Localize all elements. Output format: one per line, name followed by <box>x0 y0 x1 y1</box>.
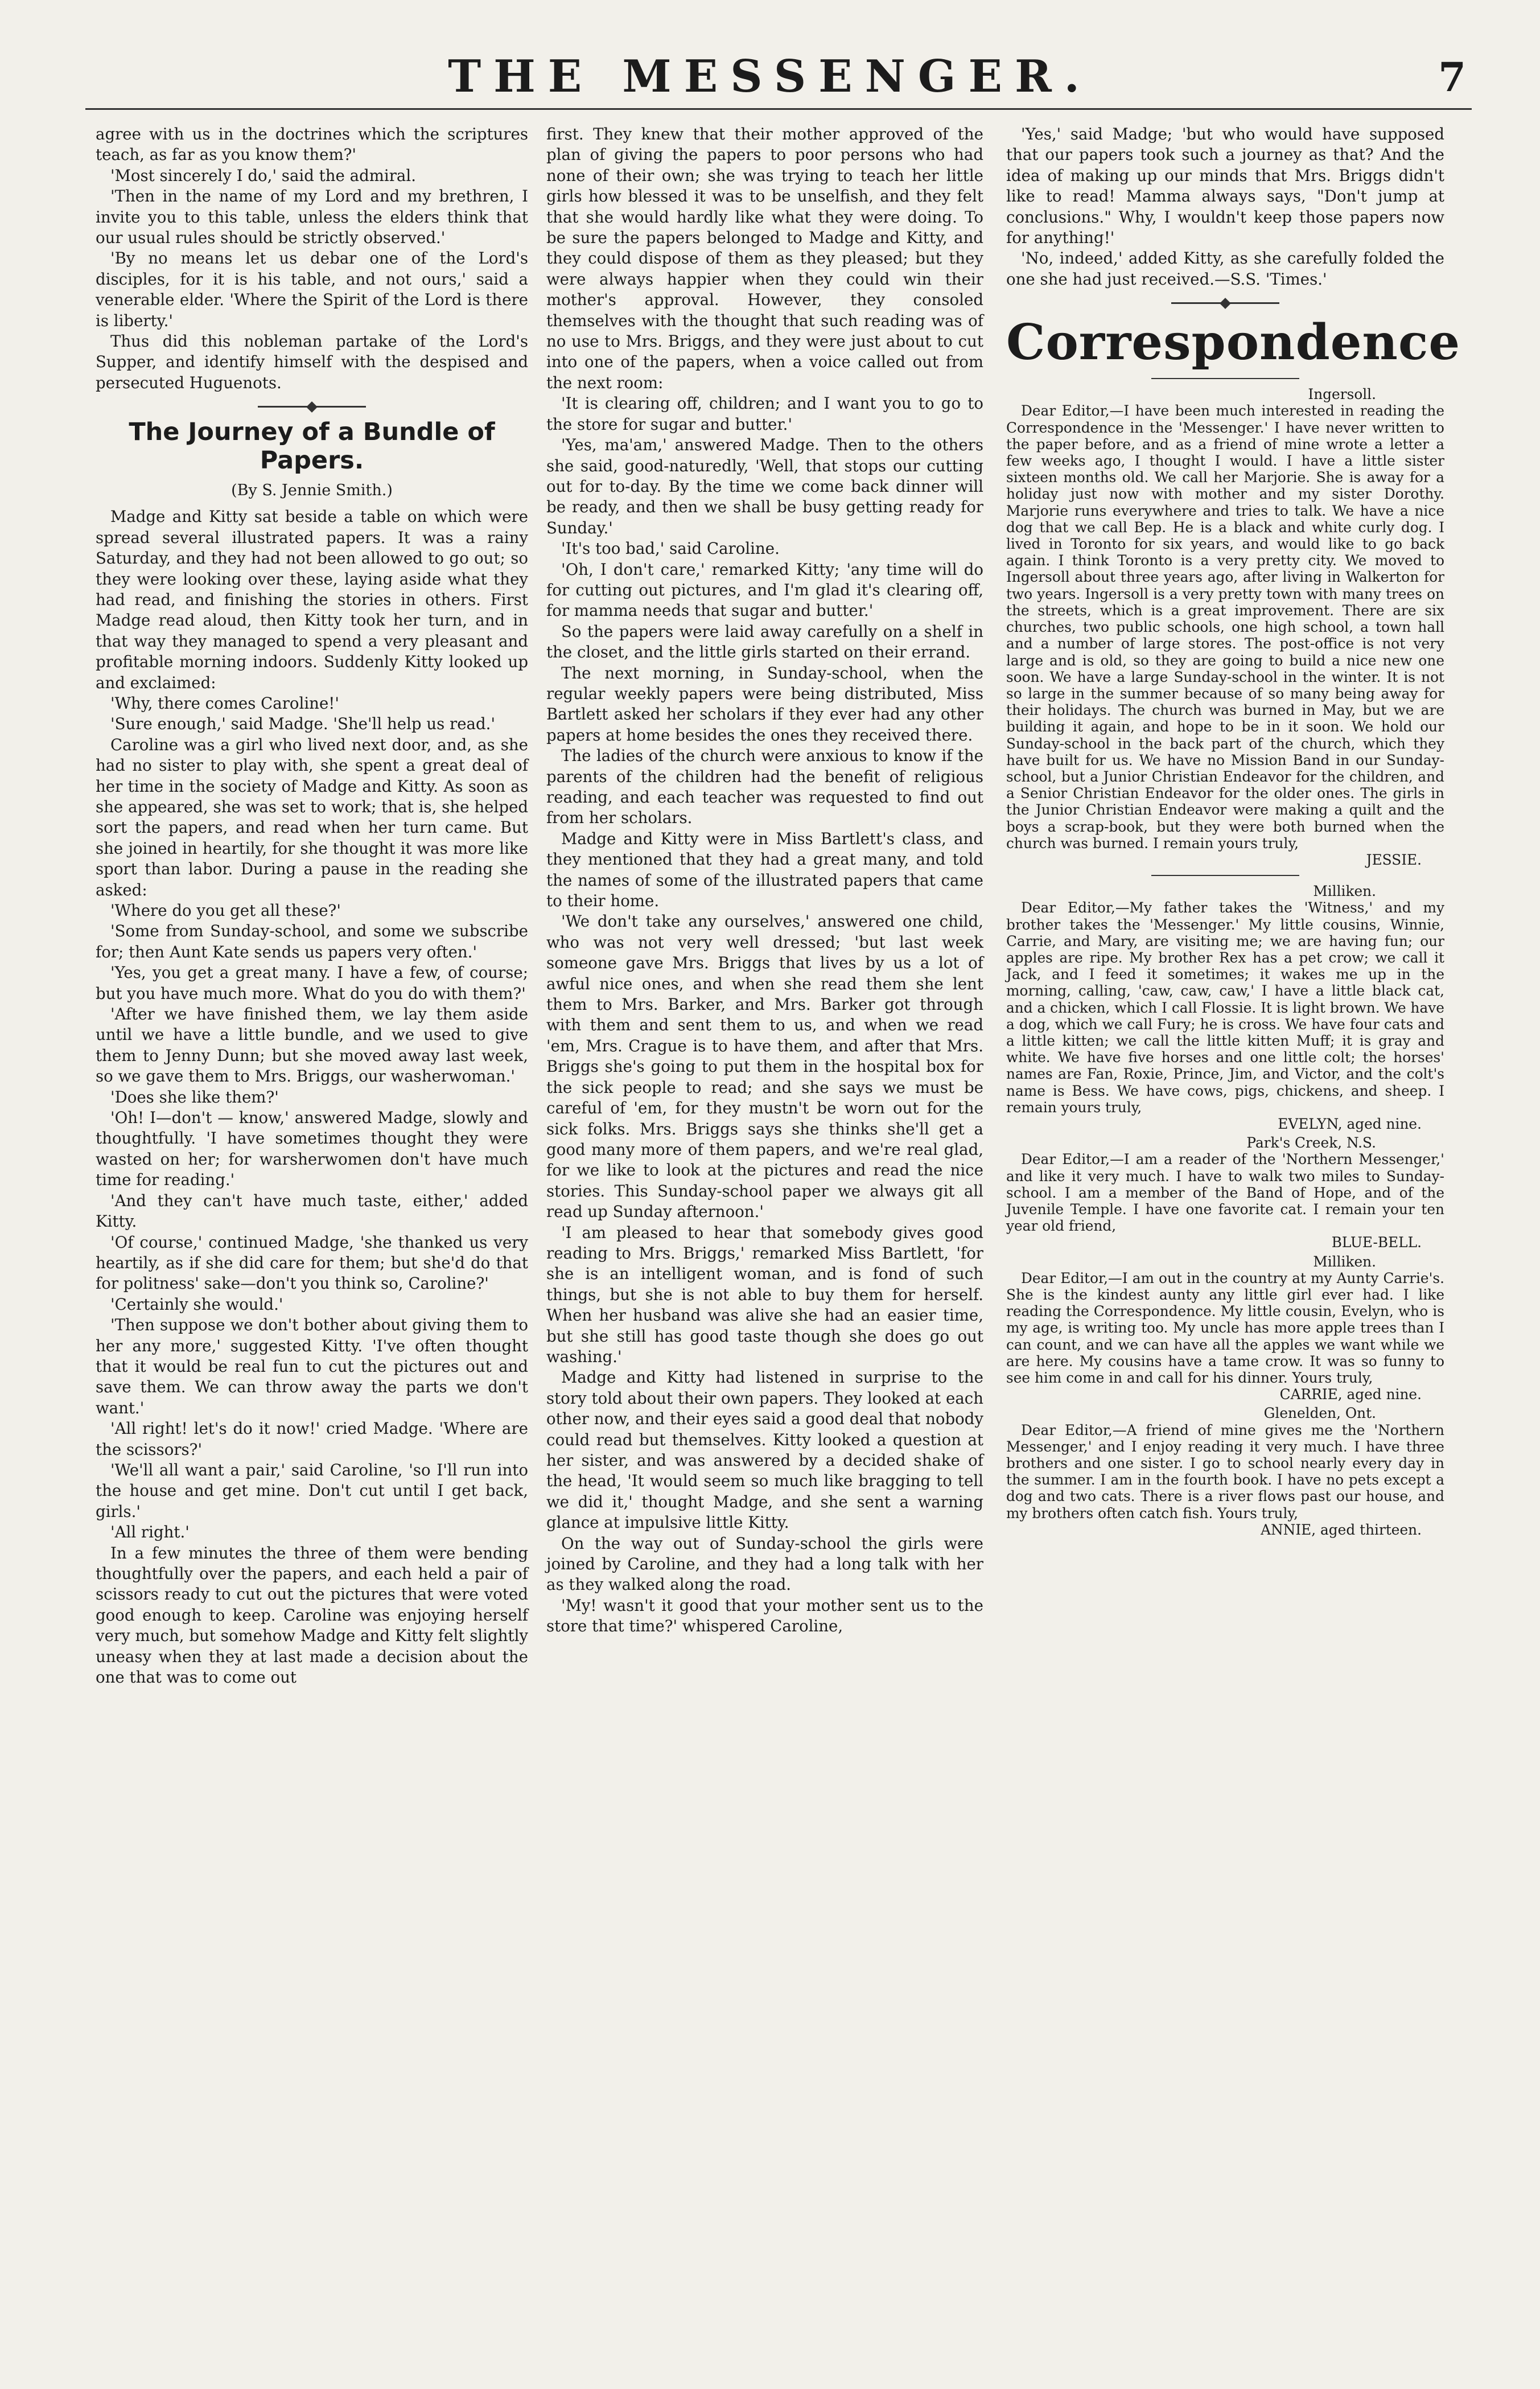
letter-signature: ANNIE, aged thirteen. <box>1261 1521 1422 1538</box>
paragraph: The ladies of the church were anxious to know if the parents of the children had the benefit of religious reading, and each teacher was requested to find out from her scholars. <box>546 746 983 828</box>
letter-divider <box>1151 875 1299 876</box>
story-part-2 <box>546 124 983 1637</box>
masthead: THE MESSENGER. <box>448 51 1092 102</box>
paragraph: 'Certainly she would.' <box>110 1294 283 1314</box>
paragraph: 'Yes, ma'am,' answered Madge. Then to the others she said, good-naturedly, 'Well, that stops our cutting out for to-day. By the time we come back dinner will be ready, and then we shall be busy getting ready for Sunday.' <box>546 435 983 537</box>
story-part-3 <box>1006 124 1444 290</box>
section-divider <box>258 406 366 408</box>
paragraph: agree with us in the doctrines which the scriptures teach, as far as you know them?' <box>96 125 528 165</box>
letters <box>1006 386 1444 1538</box>
paragraph: Caroline was a girl who lived next door, and, as she had no sister to play with, she spent a great deal of her time in the society of Madge and Kitty. As soon as she appeared, she was set to work; that is, she helped sort the papers, and read when her turn came. But she joined in heartily, for she thought it was more like sport than labor. During a pause in the reading she asked: <box>96 735 528 899</box>
paragraph: 'Then in the name of my Lord and my brethren, I invite you to this table, unless the elders think that our usual rules should be strictly observed.' <box>96 187 528 248</box>
paragraph: 'After we have finished them, we lay them aside until we have a little bundle, and we used to give them to Jenny Dunn; but she moved away last week, so we gave them to Mrs. Briggs, our washerwoman.' <box>96 1005 528 1086</box>
paragraph: 'Oh, I don't care,' remarked Kitty; 'any time will do for cutting out pictures, and I'm glad it's clearing off, for mamma needs that sugar and butter.' <box>546 560 983 620</box>
paragraph: 'Some from Sunday-school, and some we subscribe for; then Aunt Kate sends us papers very often.' <box>96 922 528 961</box>
paragraph: In a few minutes the three of them were bending thoughtfully over the papers, and each held a pair of scissors ready to cut out the pictures that were voted good enough to keep. Caroline was enjoying herself very much, but somehow Madge and Kitty felt slightly uneasy when they at last made a decision about the one that was to come out <box>96 1543 528 1687</box>
paragraph: Madge and Kitty sat beside a table on which were spread several illustrated papers. It was a rainy Saturday, and they had not been allowed to go out; so they were looking over these, laying aside what they had read, and finishing the stories in others. First Madge read aloud, then Kitty took her turn, and in that way they managed to spend a very pleasant and profitable morning indoors. Suddenly Kitty looked up and exclaimed: <box>96 507 528 692</box>
letter-place: Milliken. <box>1313 883 1376 900</box>
story-title: The Journey of a Bundle of Papers. <box>129 418 495 475</box>
letter-body: Dear Editor,—A friend of mine gives me the 'Northern Messenger,' and I enjoy reading it very much. I have three brothers and one sister. I go to school nearly every day in the summer. I am in the fourth book. I have no pets except a dog and two cats. There is a river flows past our house, and my brothers often catch fish. Yours truly, <box>1006 1421 1444 1522</box>
page-number: 7 <box>1438 54 1466 101</box>
letter-place: Ingersoll. <box>1308 386 1376 403</box>
column-1 <box>96 124 528 1688</box>
paragraph: 'Yes, you get a great many. I have a few, of course; but you have much more. What do you do with them?' <box>96 963 528 1003</box>
letter-body: Dear Editor,—I am out in the country at my Aunty Carrie's. She is the kindest aunty any little girl ever had. I like reading the Correspondence. My little cousin, Evelyn, who is my age, is writing too. My uncle has more apple trees than I can count, and we can have all the apples we want while we are here. My cousins have a tame crow. It was so funny to see him come in and call for his dinner. Yours truly, <box>1006 1269 1444 1387</box>
letter-signature: BLUE-BELL. <box>1331 1234 1422 1251</box>
letter-place: Park's Creek, N.S. <box>1246 1134 1376 1152</box>
letter-place: Glenelden, Ont. <box>1263 1405 1376 1422</box>
letter <box>1006 1405 1444 1538</box>
paragraph: 'Oh! I—don't — know,' answered Madge, slowly and thoughtfully. 'I have sometimes thought they were wasted on her; for warsherwomen don't have much time for reading.' <box>96 1108 528 1190</box>
paragraph: 'By no means let us debar one of the Lord's disciples, for it is his table, and not ours,' said a venerable elder. 'Where the Spirit of the Lord is there is liberty.' <box>96 249 528 330</box>
heading-rule <box>1151 378 1299 379</box>
letter <box>1006 1134 1444 1251</box>
letter-signature: JESSIE. <box>1366 851 1422 868</box>
paragraph: 'Of course,' continued Madge, 'she thanked us very heartily, as if she did care for them; but she'd do that for politness' sake—don't you think so, Caroline?' <box>96 1232 528 1293</box>
letter <box>1006 1253 1444 1403</box>
paragraph: Thus did this nobleman partake of the Lord's Supper, and identify himself with the despised and persecuted Huguenots. <box>96 332 528 392</box>
paragraph: So the papers were laid away carefully on a shelf in the closet, and the little girls started on their errand. <box>546 622 983 662</box>
column-3 <box>1006 124 1461 1538</box>
paragraph: 'Why, there comes Caroline!' <box>110 693 339 713</box>
paragraph: 'Yes,' said Madge; 'but who would have supposed that our papers took such a journey as that? And the idea of making up our minds that Mrs. Briggs didn't like to read! Mamma always says, "Don't jump at conclusions." Why, I wouldn't keep those papers now for anything!' <box>1006 125 1444 248</box>
paragraph: Madge and Kitty were in Miss Bartlett's class, and they mentioned that they had a great many, and told the names of some of the illustrated papers that came to their home. <box>546 829 983 911</box>
paragraph: 'And they can't have much taste, either,' added Kitty. <box>96 1191 528 1231</box>
paragraph: 'We don't take any ourselves,' answered one child, who was not very well dressed; 'but last week someone gave Mrs. Briggs that lives by us a lot of awful nice ones, and when she read them she lent them to Mrs. Barker, and Mrs. Barker got through with them and sent them to us, and when we read 'em, Mrs. Crague is to have them, and after that Mrs. Briggs she's going to put them in the hospital box for the sick people to read; and she says we must be careful of 'em, for they mustn't be worn out for the sick folks. Mrs. Briggs says she thinks she'll get a good many more of them papers, and we're real glad, for we like to look at the pictures and read the nice stories. This Sunday-school paper we always git all read up Sunday afternoon.' <box>546 912 983 1222</box>
column-2 <box>546 124 983 1637</box>
paragraph: 'Then suppose we don't bother about giving them to her any more,' suggested Kitty. 'I've often thought that it would be real fun to cut the pictures out and save them. We can throw away the parts we don't want.' <box>96 1315 528 1417</box>
paragraph: 'I am pleased to hear that somebody gives good reading to Mrs. Briggs,' remarked Miss Bartlett, 'for she is an intelligent woman, and is fond of such things, but she is not able to buy them for herself. When her husband was alive she had an easier time, but she still has good taste though she does go out washing.' <box>546 1223 983 1366</box>
paragraph: 'Where do you get all these?' <box>110 901 341 920</box>
paragraph: 'My! wasn't it good that your mother sent us to the store that time?' whispered Caroline, <box>546 1596 983 1636</box>
paragraph: 'All right! let's do it now!' cried Madge. 'Where are the scissors?' <box>96 1419 528 1459</box>
paragraph: 'No, indeed,' added Kitty, as she carefully folded the one she had just received.—S.S. 'Times.' <box>1006 249 1444 289</box>
letter-body: Dear Editor,—I am a reader of the 'Northern Messenger,' and like it very much. I have to walk two miles to Sunday-school. I am a member of the Band of Hope, and of the Juvenile Temple. I have one favorite cat. I remain your ten year old friend, <box>1006 1151 1444 1235</box>
paragraph: 'It is clearing off, children; and I want you to go to the store for sugar and butter.' <box>546 394 983 434</box>
paragraph: 'Does she like them?' <box>110 1087 279 1107</box>
paragraph: first. They knew that their mother approved of the plan of giving the papers to poor persons who had none of their own; she was trying to teach her little girls how blessed it was to be unselfish, and they felt that she would hardly like what they were doing. To be sure the papers belonged to Madge and Kitty, and they could dispose of them as they pleased; but they were always happier when they could win their mother's approval. However, they consoled themselves with the thought that such reading was of no use to Mrs. Briggs, and they were just about to cut into one of the papers, when a voice called out from the next room: <box>546 125 983 392</box>
correspondence-heading: Correspondence <box>1006 314 1461 372</box>
paragraph: 'It's too bad,' said Caroline. <box>561 539 780 558</box>
letter-body: Dear Editor,—My father takes the 'Witness,' and my brother takes the 'Messenger.' My little cousins, Winnie, Carrie, and Mary, are visiting me; we are having fun; our apples are ripe. My brother Rex has a pet crow; we call it Jack, and I feed it sometimes; it wakes me up in the morning, calling, 'caw, caw, caw,' I have a little black cat, and a chicken, which I call Flossie. It is light brown. We have a dog, which we call Fury; he is cross. We have four cats and a little kitten; we call the little kitten Muff; it is gray and white. We have five horses and one little colt; the horses' names are Fan, Roxie, Prince, Jim, and Victor, and the colt's name is Bess. We have cows, pigs, chickens, and sheep. I remain yours truly, <box>1006 899 1444 1116</box>
letter-signature: CARRIE, aged nine. <box>1279 1386 1422 1403</box>
paragraph: 'Sure enough,' said Madge. 'She'll help us read.' <box>110 714 496 734</box>
story-part-1 <box>96 507 528 1688</box>
paragraph: 'All right.' <box>110 1523 190 1542</box>
paragraph: On the way out of Sunday-school the girls were joined by Caroline, and they had a long talk with her as they walked along the road. <box>546 1533 983 1594</box>
letter-place: Milliken. <box>1313 1253 1376 1270</box>
letter-signature: EVELYN, aged nine. <box>1278 1115 1422 1132</box>
section-divider <box>1171 302 1279 304</box>
lead-article <box>96 124 528 393</box>
letter <box>1006 883 1444 1132</box>
paragraph: 'We'll all want a pair,' said Caroline, 'so I'll run into the house and get mine. Don't cut until I get back, girls.' <box>96 1460 528 1521</box>
paragraph: Madge and Kitty had listened in surprise to the story told about their own papers. They looked at each other now, and their eyes said a good deal that nobody could read but themselves. Kitty looked a question at her sister, and was answered by a decided shake of the head, 'It would seem so much like bragging to tell we did it,' thought Madge, and she sent a warning glance at impulsive little Kitty. <box>546 1368 983 1532</box>
story-byline: (By S. Jennie Smith.) <box>231 482 393 500</box>
header-rule <box>85 108 1472 110</box>
paragraph: 'Most sincerely I do,' said the admiral. <box>110 166 416 185</box>
letter <box>1006 386 1444 868</box>
letter-body: Dear Editor,—I have been much interested in reading the Correspondence in the 'Messenger.' I have never written to the paper before, and as a friend of mine wrote a letter a few weeks ago, I thought I would. I have a little sister sixteen months old. We call her Marjorie. She is away for a holiday just now with mother and my sister Dorothy. Marjorie runs everywhere and tries to talk. We have a nice dog that we call Bep. He is a black and white curly dog. I lived in Toronto for six years, and would like to go back again. I think Toronto is a very pretty city. We moved to Ingersoll about three years ago, after living in Walkerton for two years. Ingersoll is a very pretty town with many trees on the streets, which is a great improvement. There are six churches, two public schools, one high school, a town hall and a number of large stores. The post-office is not very large and is old, so they are going to build a nice new one soon. We have a large Sunday-school in the winter. It is not so large in the summer because of so many being away for their holidays. The church was burned in May, but we are building it again, and hope to be in it soon. We hold our Sunday-school in the back part of the church, which they have built for us. We have no Mission Band in our Sunday-school, but a Junior Christian Endeavor for the children, and a Senior Christian Endeavor for the older ones. The girls in the Junior Christian Endeavor were making a quilt and the boys a scrap-book, but they were both burned when the church was burned. I remain yours truly, <box>1006 402 1444 852</box>
paragraph: The next morning, in Sunday-school, when the regular weekly papers were being distributed, Miss Bartlett asked her scholars if they ever had any other papers at home besides the ones they received there. <box>546 663 983 745</box>
